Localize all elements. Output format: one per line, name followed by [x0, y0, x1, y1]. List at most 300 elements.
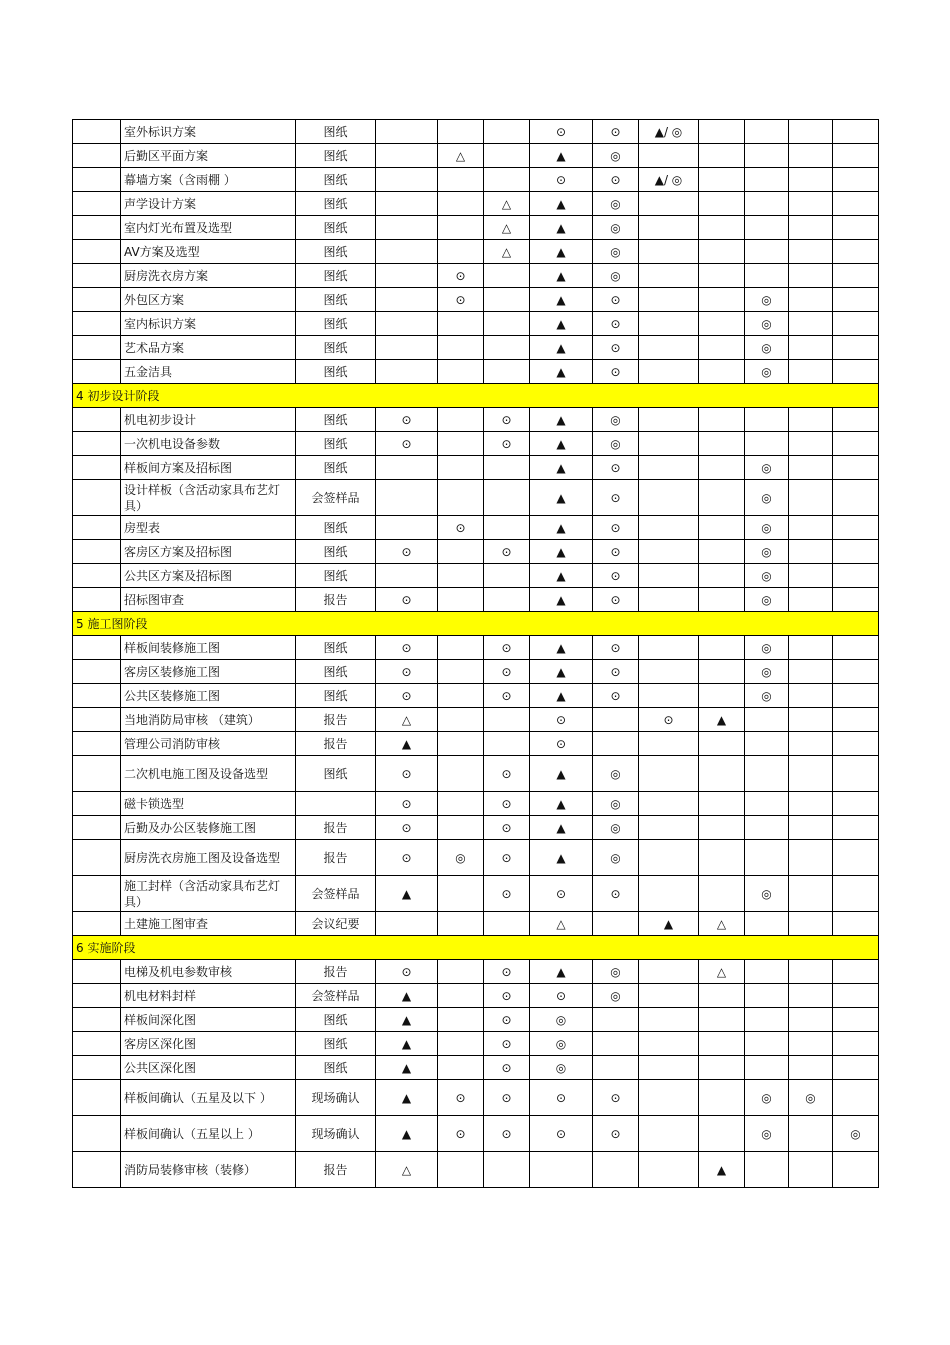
role-mark-cell	[833, 216, 879, 240]
role-mark-cell	[438, 1008, 484, 1032]
index-cell	[73, 192, 121, 216]
role-mark-cell	[639, 312, 699, 336]
role-mark-cell	[639, 456, 699, 480]
role-mark-cell	[833, 120, 879, 144]
role-mark-cell	[699, 1008, 745, 1032]
role-mark-cell	[376, 360, 438, 384]
role-mark-cell	[639, 480, 699, 516]
role-mark-cell	[699, 840, 745, 876]
deliverable-type-cell: 图纸	[296, 120, 376, 144]
deliverable-type-cell: 图纸	[296, 144, 376, 168]
role-mark-cell	[789, 960, 833, 984]
role-mark-cell	[833, 540, 879, 564]
deliverable-type-cell: 图纸	[296, 1008, 376, 1032]
role-mark-cell	[699, 312, 745, 336]
role-mark-cell	[484, 144, 530, 168]
role-mark-cell	[376, 564, 438, 588]
role-mark-cell: ▲	[530, 144, 593, 168]
role-mark-cell	[833, 432, 879, 456]
role-mark-cell	[376, 912, 438, 936]
role-mark-cell	[789, 360, 833, 384]
role-mark-cell	[639, 960, 699, 984]
role-mark-cell	[745, 192, 789, 216]
role-mark-cell	[438, 792, 484, 816]
role-mark-cell: ⊙	[593, 660, 639, 684]
role-mark-cell	[833, 336, 879, 360]
role-mark-cell: △	[484, 240, 530, 264]
role-mark-cell	[530, 1152, 593, 1188]
role-mark-cell	[745, 984, 789, 1008]
deliverable-type-cell: 会签样品	[296, 480, 376, 516]
table-row	[73, 816, 879, 840]
role-mark-cell	[639, 1116, 699, 1152]
deliverable-type-cell: 图纸	[296, 288, 376, 312]
task-name-cell: 招标图审查	[121, 588, 296, 612]
role-mark-cell	[789, 708, 833, 732]
role-mark-cell	[745, 756, 789, 792]
deliverable-type-cell	[296, 792, 376, 816]
table-row	[73, 1080, 879, 1116]
deliverable-type-cell: 图纸	[296, 240, 376, 264]
role-mark-cell: ◎	[593, 264, 639, 288]
role-mark-cell: ⊙	[484, 792, 530, 816]
role-mark-cell	[376, 144, 438, 168]
role-mark-cell	[438, 960, 484, 984]
table-row	[73, 360, 879, 384]
role-mark-cell	[699, 1032, 745, 1056]
table-row	[73, 1116, 879, 1152]
role-mark-cell: ▲	[530, 540, 593, 564]
role-mark-cell	[699, 192, 745, 216]
role-mark-cell: ▲	[530, 456, 593, 480]
role-mark-cell: ◎	[593, 408, 639, 432]
role-mark-cell	[833, 636, 879, 660]
role-mark-cell	[438, 1152, 484, 1188]
role-mark-cell: △	[484, 216, 530, 240]
table-row	[73, 1056, 879, 1080]
role-mark-cell: △	[699, 960, 745, 984]
role-mark-cell	[438, 540, 484, 564]
role-mark-cell: ⊙	[376, 636, 438, 660]
role-mark-cell	[699, 540, 745, 564]
section-header-row	[73, 936, 879, 960]
table-row	[73, 564, 879, 588]
section-header-row	[73, 384, 879, 408]
role-mark-cell: ◎	[745, 564, 789, 588]
role-mark-cell	[639, 1008, 699, 1032]
role-mark-cell: ⊙	[484, 984, 530, 1008]
role-mark-cell	[789, 120, 833, 144]
deliverable-type-cell: 图纸	[296, 660, 376, 684]
role-mark-cell: ⊙	[530, 168, 593, 192]
role-mark-cell	[484, 168, 530, 192]
role-mark-cell: ▲	[530, 360, 593, 384]
role-mark-cell: ▲	[530, 636, 593, 660]
role-mark-cell	[833, 732, 879, 756]
deliverable-type-cell: 图纸	[296, 312, 376, 336]
role-mark-cell	[789, 732, 833, 756]
role-mark-cell	[745, 1032, 789, 1056]
index-cell	[73, 876, 121, 912]
table-row	[73, 684, 879, 708]
role-mark-cell	[699, 264, 745, 288]
deliverable-type-cell: 图纸	[296, 1056, 376, 1080]
role-mark-cell	[438, 1056, 484, 1080]
role-mark-cell	[376, 480, 438, 516]
role-mark-cell: ⊙	[484, 636, 530, 660]
role-mark-cell	[438, 588, 484, 612]
role-mark-cell	[833, 588, 879, 612]
role-mark-cell: ⊙	[438, 264, 484, 288]
role-mark-cell	[833, 264, 879, 288]
role-mark-cell	[789, 1008, 833, 1032]
role-mark-cell: ◎	[593, 240, 639, 264]
task-name-cell: 样板间方案及招标图	[121, 456, 296, 480]
role-mark-cell: ◎	[745, 684, 789, 708]
deliverable-type-cell: 报告	[296, 708, 376, 732]
index-cell	[73, 840, 121, 876]
deliverable-type-cell: 现场确认	[296, 1116, 376, 1152]
role-mark-cell: ▲	[376, 1032, 438, 1056]
role-mark-cell	[833, 960, 879, 984]
task-name-cell: 声学设计方案	[121, 192, 296, 216]
role-mark-cell	[376, 456, 438, 480]
role-mark-cell	[484, 516, 530, 540]
role-mark-cell: ▲	[530, 516, 593, 540]
role-mark-cell: ⊙	[593, 876, 639, 912]
task-name-cell: 厨房洗衣房方案	[121, 264, 296, 288]
task-name-cell: 厨房洗衣房施工图及设备选型	[121, 840, 296, 876]
role-mark-cell: ◎	[745, 288, 789, 312]
role-mark-cell: ⊙	[376, 588, 438, 612]
role-mark-cell: ▲	[530, 792, 593, 816]
role-mark-cell	[699, 1116, 745, 1152]
role-mark-cell: △	[438, 144, 484, 168]
role-mark-cell: ◎	[593, 792, 639, 816]
role-mark-cell	[789, 456, 833, 480]
task-name-cell: 艺术品方案	[121, 336, 296, 360]
role-mark-cell: ▲/ ◎	[639, 168, 699, 192]
deliverable-type-cell: 图纸	[296, 264, 376, 288]
role-mark-cell	[789, 984, 833, 1008]
role-mark-cell: ▲	[530, 432, 593, 456]
role-mark-cell	[745, 432, 789, 456]
role-mark-cell: ◎	[745, 876, 789, 912]
role-mark-cell: ⊙	[484, 1008, 530, 1032]
role-mark-cell	[376, 312, 438, 336]
role-mark-cell: ⊙	[530, 1080, 593, 1116]
role-mark-cell: ⊙	[593, 312, 639, 336]
index-cell	[73, 1032, 121, 1056]
deliverable-type-cell: 报告	[296, 1152, 376, 1188]
role-mark-cell	[833, 168, 879, 192]
table-row	[73, 540, 879, 564]
role-mark-cell	[639, 684, 699, 708]
role-mark-cell	[639, 516, 699, 540]
role-mark-cell	[833, 480, 879, 516]
role-mark-cell	[789, 144, 833, 168]
task-name-cell: 客房区装修施工图	[121, 660, 296, 684]
role-mark-cell	[438, 312, 484, 336]
role-mark-cell: △	[699, 912, 745, 936]
role-mark-cell: ◎	[593, 840, 639, 876]
role-mark-cell	[438, 564, 484, 588]
role-mark-cell	[484, 588, 530, 612]
role-mark-cell: ◎	[745, 588, 789, 612]
role-mark-cell: ⊙	[484, 684, 530, 708]
role-mark-cell	[789, 636, 833, 660]
role-mark-cell: ▲	[530, 240, 593, 264]
role-mark-cell: ◎	[593, 432, 639, 456]
index-cell	[73, 660, 121, 684]
role-mark-cell	[789, 1116, 833, 1152]
task-name-cell: AV方案及选型	[121, 240, 296, 264]
role-mark-cell: ⊙	[484, 660, 530, 684]
role-mark-cell: ◎	[593, 144, 639, 168]
role-mark-cell	[789, 660, 833, 684]
role-mark-cell	[833, 912, 879, 936]
role-mark-cell: ▲	[530, 660, 593, 684]
index-cell	[73, 240, 121, 264]
task-name-cell: 室内标识方案	[121, 312, 296, 336]
deliverable-type-cell: 图纸	[296, 756, 376, 792]
task-name-cell: 公共区装修施工图	[121, 684, 296, 708]
role-mark-cell: ◎	[745, 660, 789, 684]
role-mark-cell	[789, 912, 833, 936]
index-cell	[73, 732, 121, 756]
deliverable-type-cell: 图纸	[296, 564, 376, 588]
role-mark-cell: ⊙	[438, 288, 484, 312]
role-mark-cell: ◎	[745, 336, 789, 360]
task-name-cell: 后勤及办公区装修施工图	[121, 816, 296, 840]
index-cell	[73, 1116, 121, 1152]
role-mark-cell	[833, 756, 879, 792]
role-mark-cell	[438, 336, 484, 360]
table-row	[73, 708, 879, 732]
role-mark-cell	[438, 408, 484, 432]
role-mark-cell: ▲	[376, 876, 438, 912]
role-mark-cell	[745, 120, 789, 144]
role-mark-cell: △	[530, 912, 593, 936]
task-name-cell: 设计样板（含活动家具布艺灯具）	[121, 480, 296, 516]
role-mark-cell	[789, 408, 833, 432]
role-mark-cell	[789, 792, 833, 816]
role-mark-cell: ⊙	[484, 1056, 530, 1080]
table-row	[73, 732, 879, 756]
index-cell	[73, 168, 121, 192]
role-mark-cell	[639, 240, 699, 264]
table-row	[73, 408, 879, 432]
role-mark-cell	[745, 708, 789, 732]
table-row	[73, 312, 879, 336]
table-row	[73, 192, 879, 216]
role-mark-cell	[484, 732, 530, 756]
role-mark-cell	[484, 1152, 530, 1188]
role-mark-cell: ⊙	[376, 660, 438, 684]
role-mark-cell	[789, 1152, 833, 1188]
role-mark-cell: ⊙	[593, 456, 639, 480]
role-mark-cell: ⊙	[593, 564, 639, 588]
role-mark-cell	[438, 684, 484, 708]
role-mark-cell	[789, 480, 833, 516]
role-mark-cell	[639, 1056, 699, 1080]
task-name-cell: 样板间确认（五星及以下 ）	[121, 1080, 296, 1116]
role-mark-cell: ⊙	[376, 432, 438, 456]
role-mark-cell	[438, 1032, 484, 1056]
deliverable-type-cell: 会议纪要	[296, 912, 376, 936]
role-mark-cell	[833, 408, 879, 432]
role-mark-cell	[639, 756, 699, 792]
role-mark-cell: ⊙	[376, 816, 438, 840]
task-name-cell: 五金洁具	[121, 360, 296, 384]
role-mark-cell	[639, 144, 699, 168]
role-mark-cell	[745, 1056, 789, 1080]
role-mark-cell: ◎	[833, 1116, 879, 1152]
table-row	[73, 336, 879, 360]
task-name-cell: 土建施工图审查	[121, 912, 296, 936]
role-mark-cell: ⊙	[530, 120, 593, 144]
index-cell	[73, 480, 121, 516]
index-cell	[73, 360, 121, 384]
role-mark-cell: ◎	[593, 984, 639, 1008]
role-mark-cell: ▲	[530, 216, 593, 240]
table-row	[73, 264, 879, 288]
role-mark-cell: ⊙	[530, 732, 593, 756]
role-mark-cell: ▲	[376, 732, 438, 756]
role-mark-cell: ⊙	[593, 588, 639, 612]
role-mark-cell: ▲	[530, 816, 593, 840]
role-mark-cell	[484, 480, 530, 516]
index-cell	[73, 1008, 121, 1032]
role-mark-cell	[789, 516, 833, 540]
role-mark-cell: ◎	[593, 756, 639, 792]
task-name-cell: 室外标识方案	[121, 120, 296, 144]
role-mark-cell	[699, 216, 745, 240]
role-mark-cell	[789, 432, 833, 456]
role-mark-cell: ◎	[745, 1080, 789, 1116]
index-cell	[73, 588, 121, 612]
deliverable-type-cell: 图纸	[296, 684, 376, 708]
role-mark-cell	[484, 564, 530, 588]
role-mark-cell	[639, 288, 699, 312]
role-mark-cell: ⊙	[484, 432, 530, 456]
role-mark-cell	[699, 168, 745, 192]
role-mark-cell	[789, 168, 833, 192]
role-mark-cell	[376, 120, 438, 144]
task-name-cell: 幕墙方案（含雨棚 ）	[121, 168, 296, 192]
role-mark-cell	[639, 192, 699, 216]
role-mark-cell: ⊙	[484, 1080, 530, 1116]
table-row	[73, 588, 879, 612]
role-mark-cell	[745, 408, 789, 432]
index-cell	[73, 636, 121, 660]
role-mark-cell	[438, 732, 484, 756]
table-row	[73, 432, 879, 456]
role-mark-cell: ⊙	[376, 408, 438, 432]
role-mark-cell	[593, 1056, 639, 1080]
task-name-cell: 机电初步设计	[121, 408, 296, 432]
index-cell	[73, 144, 121, 168]
role-mark-cell	[438, 636, 484, 660]
role-mark-cell	[699, 636, 745, 660]
role-mark-cell	[833, 840, 879, 876]
role-mark-cell	[438, 876, 484, 912]
role-mark-cell: ▲	[530, 684, 593, 708]
deliverable-type-cell: 会签样品	[296, 984, 376, 1008]
role-mark-cell	[438, 660, 484, 684]
section-header-row	[73, 612, 879, 636]
role-mark-cell	[639, 1080, 699, 1116]
role-mark-cell: ⊙	[593, 360, 639, 384]
role-mark-cell	[833, 660, 879, 684]
role-mark-cell	[833, 360, 879, 384]
role-mark-cell	[639, 636, 699, 660]
task-name-cell: 二次机电施工图及设备选型	[121, 756, 296, 792]
role-mark-cell	[639, 408, 699, 432]
role-mark-cell	[639, 1152, 699, 1188]
index-cell	[73, 408, 121, 432]
role-mark-cell: ◎	[438, 840, 484, 876]
role-mark-cell	[438, 708, 484, 732]
role-mark-cell: ⊙	[593, 168, 639, 192]
role-mark-cell: ◎	[789, 1080, 833, 1116]
role-mark-cell	[833, 876, 879, 912]
role-mark-cell: △	[376, 1152, 438, 1188]
role-mark-cell	[699, 588, 745, 612]
task-name-cell: 样板间深化图	[121, 1008, 296, 1032]
role-mark-cell: ▲	[376, 1008, 438, 1032]
table-row	[73, 240, 879, 264]
role-mark-cell: ◎	[745, 312, 789, 336]
role-mark-cell	[789, 312, 833, 336]
role-mark-cell: ⊙	[593, 336, 639, 360]
role-mark-cell	[639, 264, 699, 288]
role-mark-cell: ▲	[376, 1116, 438, 1152]
role-mark-cell	[438, 456, 484, 480]
role-mark-cell	[833, 456, 879, 480]
index-cell	[73, 756, 121, 792]
role-mark-cell	[593, 1008, 639, 1032]
role-mark-cell	[745, 1008, 789, 1032]
index-cell	[73, 1080, 121, 1116]
role-mark-cell: ⊙	[438, 516, 484, 540]
role-mark-cell	[639, 216, 699, 240]
role-mark-cell: ▲	[530, 564, 593, 588]
role-mark-cell: ▲	[530, 756, 593, 792]
deliverable-type-cell: 图纸	[296, 360, 376, 384]
role-mark-cell	[833, 144, 879, 168]
role-mark-cell	[699, 432, 745, 456]
role-mark-cell: △	[484, 192, 530, 216]
role-mark-cell	[745, 840, 789, 876]
deliverable-type-cell: 报告	[296, 732, 376, 756]
role-mark-cell	[699, 120, 745, 144]
role-mark-cell	[639, 1032, 699, 1056]
role-mark-cell	[639, 660, 699, 684]
index-cell	[73, 120, 121, 144]
role-mark-cell	[639, 840, 699, 876]
role-mark-cell: ⊙	[530, 876, 593, 912]
deliverable-type-cell: 报告	[296, 840, 376, 876]
role-mark-cell: ⊙	[484, 1116, 530, 1152]
role-mark-cell	[833, 1056, 879, 1080]
role-mark-cell	[833, 192, 879, 216]
role-mark-cell	[699, 240, 745, 264]
role-mark-cell	[699, 660, 745, 684]
role-mark-cell	[699, 336, 745, 360]
role-mark-cell	[639, 732, 699, 756]
role-mark-cell: ⊙	[484, 840, 530, 876]
